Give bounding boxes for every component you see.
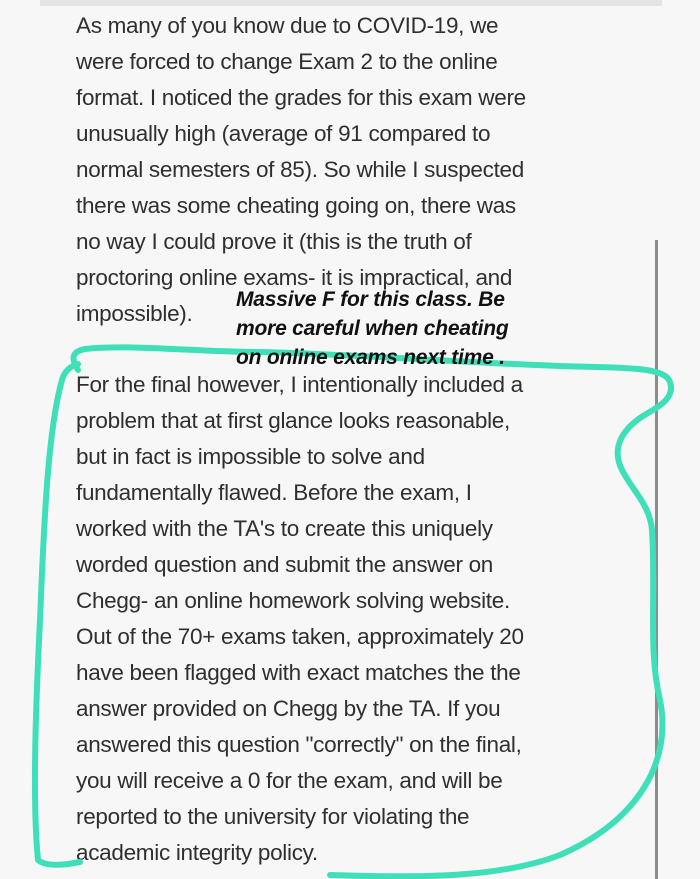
text-line: worded question and submit the answer on — [76, 552, 494, 577]
text-line: proctoring online exams- it is impractical, and — [76, 265, 513, 290]
text-line: answer provided on Chegg by the TA. If you — [76, 696, 501, 721]
text-line: academic integrity policy. — [76, 840, 318, 865]
text-line: unusually high (average of 91 compared to — [76, 121, 491, 146]
text-line: there was some cheating going on, there was — [76, 193, 516, 218]
text-line: no way I could prove it (this is the truth of — [76, 229, 472, 254]
meme-caption — [236, 285, 509, 372]
text-line: problem that at first glance looks reasonable, — [76, 408, 510, 433]
text-line: normal semesters of 85). So while I suspected — [76, 157, 524, 182]
text-line: For the final however, I intentionally included a — [76, 372, 523, 397]
text-line: were forced to change Exam 2 to the online — [76, 49, 498, 74]
text-line: impossible). — [76, 301, 193, 326]
caption-line: more careful when cheating — [236, 317, 509, 340]
text-line: worked with the TA's to create this uniquely — [76, 516, 493, 541]
caption-line: on online exams next time . — [236, 346, 505, 369]
text-line: format. I noticed the grades for this exam were — [76, 85, 526, 110]
caption-line: Massive F for this class. Be — [236, 288, 505, 311]
text-line: but in fact is impossible to solve and — [76, 444, 425, 469]
text-line: reported to the university for violating the — [76, 804, 470, 829]
text-line: fundamentally flawed. Before the exam, I — [76, 480, 472, 505]
text-line: Out of the 70+ exams taken, approximately 20 — [76, 624, 524, 649]
text-line: Chegg- an online homework solving website. — [76, 588, 510, 613]
text-line: have been flagged with exact matches the the — [76, 660, 521, 685]
text-line: answered this question "correctly" on the final, — [76, 732, 522, 757]
text-line: you will receive a 0 for the exam, and will be — [76, 768, 503, 793]
text-line: As many of you know due to COVID-19, we — [76, 13, 499, 38]
